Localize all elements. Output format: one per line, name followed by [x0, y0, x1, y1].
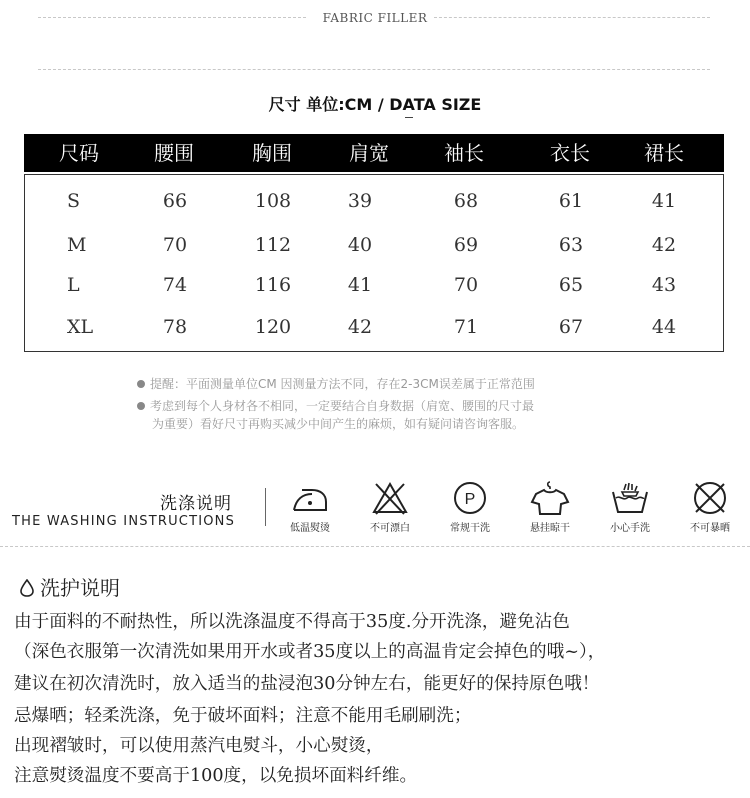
column-header-sleeve: 袖长 [444, 141, 484, 165]
note-text: 为重要）看好尺寸再购买减少中间产生的麻烦，如有疑问请咨询客服。 [152, 417, 525, 431]
table-cell: 71 [453, 316, 479, 338]
dry-clean-p-icon [450, 480, 490, 516]
wash-item-bleach [350, 476, 430, 536]
table-cell: 65 [558, 274, 584, 296]
table-cell: 68 [453, 190, 479, 212]
header-dash-left [38, 17, 306, 18]
table-cell: 108 [254, 190, 292, 212]
care-line: （深色衣服第一次清洗如果用开水或者35度以上的高温肯定会掉色的哦~）， [14, 642, 606, 662]
wash-item-handwash [590, 476, 670, 536]
table-cell: 69 [453, 234, 479, 256]
table-cell: 116 [254, 274, 292, 296]
note-body-data-continued [152, 414, 524, 434]
table-cell: 78 [162, 316, 188, 338]
column-header-bust: 胸围 [252, 141, 292, 165]
table-cell: S [67, 190, 81, 212]
wash-item-dryclean [430, 476, 510, 536]
note-measurement-error [137, 374, 535, 394]
column-header-skirt: 裙长 [644, 141, 684, 165]
table-cell: M [67, 234, 87, 256]
note-text: 提醒：平面测量单位CM 因测量方法不同，存在2-3CM误差属于正常范围 [150, 377, 535, 391]
care-line: 出现褶皱时，可以使用蒸汽电熨斗，小心熨烫， [14, 736, 384, 756]
care-line: 建议在初次清洗时，放入适当的盐浸泡30分钟左右，能更好的保持原色哦！ [14, 674, 600, 694]
wash-label: 悬挂晾干 [530, 523, 570, 534]
size-table-header [24, 134, 724, 172]
table-cell: 63 [558, 234, 584, 256]
care-title-text: 洗护说明 [40, 576, 120, 600]
table-cell: XL [67, 316, 94, 338]
svg-text:P: P [464, 491, 476, 508]
size-table-body [24, 174, 724, 352]
table-cell: 70 [453, 274, 479, 296]
wash-label: 小心手洗 [610, 523, 650, 534]
wash-item-nosun [670, 476, 750, 536]
note-body-data [137, 396, 534, 416]
table-cell: 61 [558, 190, 584, 212]
care-line: 由于面料的不耐热性，所以洗涤温度不得高于35度.分开洗涤，避免沾色 [14, 612, 570, 632]
table-cell: 39 [347, 190, 373, 212]
table-cell: 112 [254, 234, 292, 256]
table-cell: 43 [651, 274, 677, 296]
no-sun-dry-icon [690, 480, 730, 516]
iron-low-icon [290, 480, 330, 516]
table-cell: 41 [347, 274, 373, 296]
bullet-icon [137, 402, 145, 410]
table-row [25, 307, 723, 347]
bullet-icon [137, 380, 145, 388]
wash-item-hang [510, 476, 590, 536]
table-cell: 42 [651, 234, 677, 256]
table-cell: 67 [558, 316, 584, 338]
no-bleach-icon [370, 480, 410, 516]
table-row [25, 265, 723, 305]
note-text: 考虑到每个人身材各不相同，一定要结合自身数据（肩宽、腰围的尺寸最 [150, 399, 535, 413]
washing-title-cn: 洗涤说明 [160, 494, 232, 514]
header-dash-bottom [38, 69, 710, 70]
table-cell: 42 [347, 316, 373, 338]
header-dash-right [434, 17, 710, 18]
wash-label: 不可暴晒 [690, 523, 730, 534]
table-cell: 66 [162, 190, 188, 212]
table-row [25, 225, 723, 265]
column-header-waist: 腰围 [154, 141, 194, 165]
care-line: 注意熨烫温度不要高于100度，以免损坏面料纤维。 [14, 766, 418, 786]
water-drop-icon [20, 579, 34, 597]
table-cell: 40 [347, 234, 373, 256]
column-header-shoulder: 肩宽 [349, 141, 389, 165]
wash-label: 不可漂白 [370, 523, 410, 534]
column-header-length: 衣长 [550, 141, 590, 165]
washing-divider [265, 488, 266, 526]
title-underline-mark [405, 117, 413, 118]
table-cell: 74 [162, 274, 188, 296]
wash-item-iron [270, 476, 350, 536]
care-line: 忌爆晒；轻柔洗涤，免于破坏面料；注意不能用毛刷刷洗； [14, 706, 472, 726]
wash-label: 低温熨烫 [290, 523, 330, 534]
table-cell: L [67, 274, 80, 296]
table-cell: 70 [162, 234, 188, 256]
size-table-title: 尺寸 单位:CM / DATA SIZE [268, 95, 482, 114]
hand-wash-icon [610, 480, 650, 516]
fabric-filler-label: FABRIC FILLER [322, 11, 428, 25]
table-cell: 120 [254, 316, 292, 338]
table-cell: 44 [651, 316, 677, 338]
washing-title-en: THE WASHING INSTRUCTIONS [12, 514, 236, 529]
hang-dry-icon [530, 480, 570, 516]
column-header-size: 尺码 [59, 141, 99, 165]
table-row [25, 181, 723, 221]
table-cell: 41 [651, 190, 677, 212]
wash-label: 常规干洗 [450, 523, 490, 534]
care-title [20, 572, 120, 601]
section-separator [0, 546, 750, 547]
